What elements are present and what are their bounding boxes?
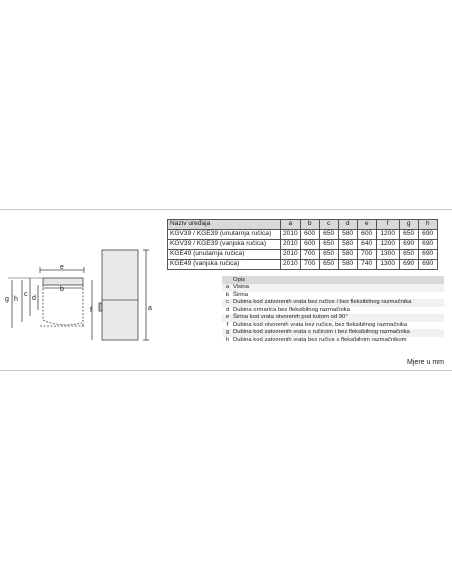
cell-d: 580 xyxy=(338,250,357,260)
label-h: h xyxy=(14,296,18,303)
table-header-row xyxy=(168,220,438,230)
header-col-c: c xyxy=(319,220,338,230)
cell-f: 1300 xyxy=(376,250,399,260)
label-d: d xyxy=(32,295,36,302)
legend-item xyxy=(222,314,444,322)
cell-e: 740 xyxy=(357,260,376,270)
header-col-e: e xyxy=(357,220,376,230)
legend-item xyxy=(222,292,444,300)
cell-b: 600 xyxy=(300,230,319,240)
legend-key: g xyxy=(225,329,230,335)
legend-item xyxy=(222,337,444,345)
cell-d: 580 xyxy=(338,260,357,270)
cell-g: 650 xyxy=(399,230,418,240)
dimensions-table xyxy=(167,219,438,270)
header-col-d: d xyxy=(338,220,357,230)
legend-text: Širina xyxy=(233,291,249,298)
top-divider xyxy=(0,209,452,210)
cell-d: 580 xyxy=(338,230,357,240)
header-col-h: h xyxy=(418,220,437,230)
legend-item xyxy=(222,307,444,315)
label-b: b xyxy=(60,286,64,293)
cell-f: 1200 xyxy=(376,230,399,240)
legend-item xyxy=(222,322,444,330)
row-name: KGE49 (vanjska ručica) xyxy=(168,260,281,270)
cell-a: 2010 xyxy=(281,250,301,260)
cell-b: 700 xyxy=(300,250,319,260)
legend-text: Širina kod vrata otvorenih pod kutom od 90° xyxy=(233,314,348,320)
cell-g: 650 xyxy=(399,250,418,260)
header-col-f: f xyxy=(376,220,399,230)
row-name: KGV39 / KGE39 (vanjska ručica) xyxy=(168,240,281,250)
header-col-g: g xyxy=(399,220,418,230)
cell-g: 690 xyxy=(399,260,418,270)
legend-text: Dubina kod zatvorenih vrata bez ručice s fleksibilnim razmačnikom xyxy=(233,336,407,343)
legend-key: e xyxy=(225,314,230,320)
bottom-divider xyxy=(0,370,452,371)
legend-text: Dubina kod zatvorenih vrata s ručicom i bez fleksibilnog razmačnika xyxy=(233,329,410,335)
cell-a: 2010 xyxy=(281,260,301,270)
cell-g: 690 xyxy=(399,240,418,250)
cell-e: 700 xyxy=(357,250,376,260)
cell-c: 650 xyxy=(319,240,338,250)
cell-h: 690 xyxy=(418,230,437,240)
legend-text: Dubina kod otvorenih vrata bez ručice, bez fleksibilnog razmačnika xyxy=(233,321,408,328)
cell-h: 690 xyxy=(418,250,437,260)
legend-key: b xyxy=(225,291,230,298)
table-row xyxy=(168,240,438,250)
label-c: c xyxy=(24,291,28,298)
legend-text: Visina xyxy=(233,284,249,290)
label-f: f xyxy=(90,307,92,314)
cell-e: 640 xyxy=(357,240,376,250)
cell-b: 600 xyxy=(300,240,319,250)
row-name: KGE49 (unutarnja ručica) xyxy=(168,250,281,260)
cell-d: 580 xyxy=(338,240,357,250)
cell-c: 650 xyxy=(319,260,338,270)
legend xyxy=(222,276,444,344)
side-view-drawing xyxy=(92,250,149,340)
units-note: Mjere u mm xyxy=(407,359,444,366)
label-g: g xyxy=(5,296,9,303)
cell-a: 2010 xyxy=(281,240,301,250)
header-col-a: a xyxy=(281,220,301,230)
legend-item xyxy=(222,284,444,292)
cell-c: 650 xyxy=(319,250,338,260)
cell-h: 690 xyxy=(418,260,437,270)
cell-a: 2010 xyxy=(281,230,301,240)
top-view-drawing xyxy=(8,267,84,328)
header-col-b: b xyxy=(300,220,319,230)
cell-b: 700 xyxy=(300,260,319,270)
legend-list xyxy=(222,284,444,344)
legend-key: d xyxy=(225,306,230,313)
legend-item xyxy=(222,299,444,307)
cell-h: 690 xyxy=(418,240,437,250)
legend-key: h xyxy=(225,336,230,343)
cell-f: 1200 xyxy=(376,240,399,250)
cell-e: 600 xyxy=(357,230,376,240)
legend-title: Opis xyxy=(222,276,444,284)
table-row xyxy=(168,230,438,240)
legend-item xyxy=(222,329,444,337)
cell-c: 650 xyxy=(319,230,338,240)
row-name: KGV39 / KGE39 (unutarnja ručica) xyxy=(168,230,281,240)
legend-key: a xyxy=(225,284,230,290)
cell-f: 1300 xyxy=(376,260,399,270)
legend-key: c xyxy=(226,299,229,305)
dimension-drawing xyxy=(0,240,160,345)
label-a: a xyxy=(148,305,152,312)
table-row xyxy=(168,250,438,260)
legend-text: Dubina kod zatvorenih vrata bez ručice i bez fleksibilnog razmačnika xyxy=(233,299,412,305)
legend-text: Dubina ormarića bez fleksibilnog razmačnika xyxy=(233,306,350,313)
table-row xyxy=(168,260,438,270)
label-e: e xyxy=(60,264,64,271)
header-device-name: Naziv uređaja xyxy=(168,220,281,230)
legend-key: f xyxy=(226,321,229,328)
